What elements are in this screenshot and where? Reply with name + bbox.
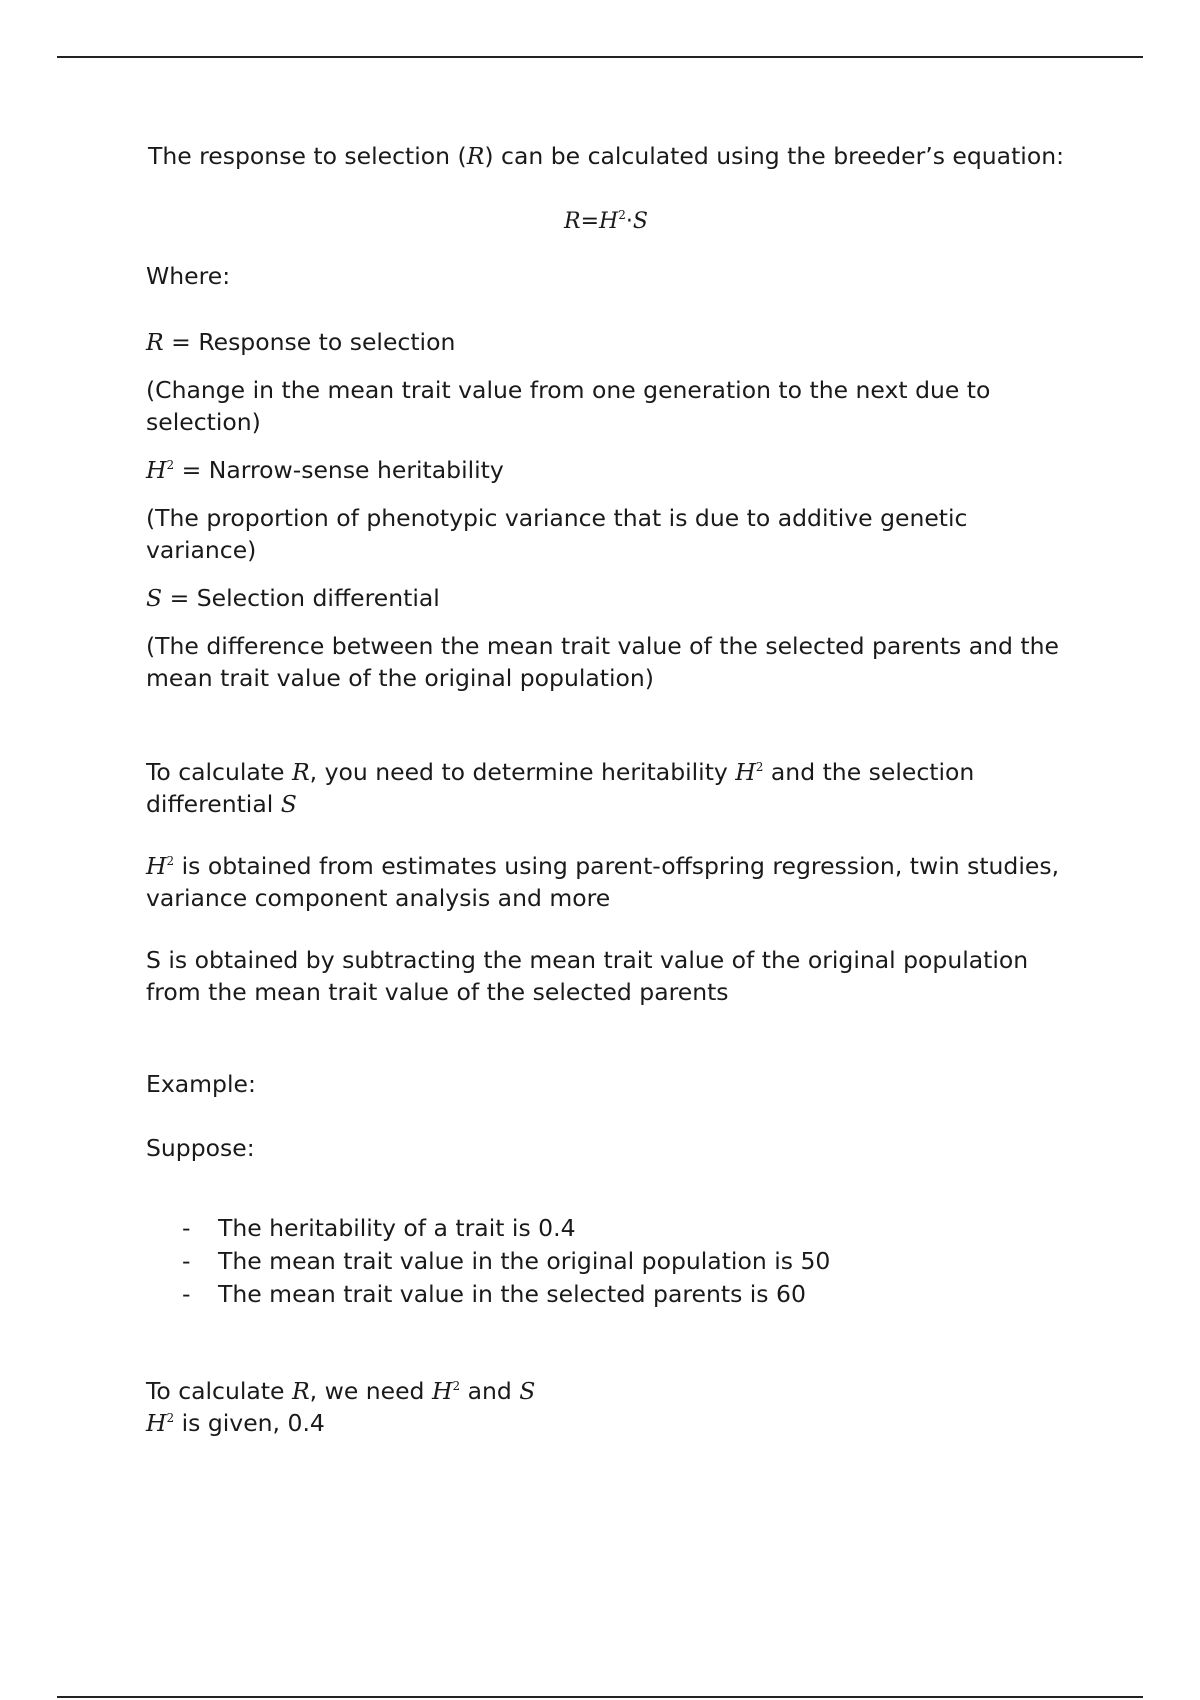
- definition-h2-exp: 2: [166, 458, 175, 472]
- bottom-rule: [57, 1696, 1143, 1698]
- equation-s: S: [632, 209, 648, 234]
- bullet-dash: -: [182, 1247, 191, 1275]
- final-part2: , we need: [309, 1377, 432, 1405]
- calc-intro-part1: To calculate: [146, 758, 292, 786]
- definition-r-text: = Response to selection: [163, 328, 456, 356]
- definition-r: [146, 326, 1066, 358]
- list-item: [182, 1278, 1066, 1311]
- where-label: Where:: [146, 262, 231, 290]
- equation-h: H: [599, 209, 619, 234]
- h2-source-exp: 2: [166, 854, 175, 868]
- calc-intro-s: S: [280, 790, 297, 818]
- list-item: [182, 1212, 1066, 1245]
- final-line2-text: is given, 0.4: [174, 1409, 325, 1437]
- example-label: Example:: [146, 1070, 256, 1098]
- bullet-dash: -: [182, 1280, 191, 1308]
- top-rule: [57, 56, 1143, 58]
- final-r: R: [291, 1377, 310, 1405]
- document-body: [146, 140, 1066, 1439]
- definition-h2: [146, 454, 1066, 486]
- intro-var-r: R: [466, 142, 485, 170]
- equation-h2: [599, 209, 626, 234]
- final-part3: and: [460, 1377, 520, 1405]
- final-line-2: [146, 1407, 1066, 1439]
- intro-text-after: ) can be calculated using the breeder’s equation:: [484, 142, 1065, 170]
- calc-intro-part2: , you need to determine heritability: [309, 758, 736, 786]
- final-part1: To calculate: [146, 1377, 292, 1405]
- definition-h2-note: (The proportion of phenotypic variance that is due to additive genetic variance): [146, 504, 968, 564]
- definition-r-symbol: R: [146, 328, 164, 356]
- h2-source-h: H: [146, 852, 167, 880]
- definition-s-text: = Selection differential: [162, 584, 440, 612]
- intro-paragraph: [126, 140, 1086, 172]
- bullet-dash: -: [182, 1214, 191, 1242]
- final-exp: 2: [452, 1379, 461, 1393]
- final-line2-exp: 2: [166, 1411, 175, 1425]
- intro-text-before: The response to selection (: [147, 142, 467, 170]
- equation-r: R: [564, 209, 581, 234]
- h2-source-paragraph: [146, 850, 1066, 914]
- equation-dot: ·: [625, 209, 633, 234]
- final-line-1: [146, 1375, 1066, 1407]
- calc-intro-paragraph: [146, 756, 1066, 820]
- calc-intro-r: R: [291, 758, 310, 786]
- equation-exp: 2: [618, 208, 626, 222]
- final-line2-h: H: [146, 1409, 167, 1437]
- list-item-text: The mean trait value in the original population is 50: [218, 1247, 831, 1275]
- calc-intro-part3: and the selection differential: [146, 758, 975, 818]
- s-source-paragraph: S is obtained by subtracting the mean trait value of the original population from the mean trait value of the selected parents: [146, 946, 1029, 1006]
- final-s: S: [519, 1377, 536, 1405]
- assumption-list: [182, 1212, 1066, 1311]
- list-item: [182, 1245, 1066, 1278]
- calc-intro-exp: 2: [755, 760, 764, 774]
- definition-s-symbol: S: [146, 584, 163, 612]
- final-h2: [432, 1377, 460, 1405]
- h2-source-text: is obtained from estimates using parent-offspring regression, twin studies, variance component analysis and more: [146, 852, 1060, 912]
- breeders-equation: [146, 206, 1066, 238]
- final-line2-symbol: [146, 1409, 174, 1437]
- final-h: H: [431, 1377, 453, 1405]
- calc-intro-h: H: [735, 758, 756, 786]
- definition-s-note: (The difference between the mean trait value of the selected parents and the mean trait value of the original population): [146, 632, 1059, 692]
- definition-h2-letter: H: [146, 456, 167, 484]
- calc-intro-h2: [735, 758, 763, 786]
- list-item-text: The mean trait value in the selected parents is 60: [218, 1280, 806, 1308]
- definition-h2-symbol: [146, 456, 174, 484]
- suppose-label: Suppose:: [146, 1134, 255, 1162]
- list-item-text: The heritability of a trait is 0.4: [218, 1214, 576, 1242]
- definition-s: [146, 582, 1066, 614]
- equation-equals: =: [580, 209, 600, 234]
- definition-h2-text: = Narrow-sense heritability: [174, 456, 504, 484]
- definition-r-note: (Change in the mean trait value from one generation to the next due to selection): [146, 376, 991, 436]
- h2-source-symbol: [146, 852, 174, 880]
